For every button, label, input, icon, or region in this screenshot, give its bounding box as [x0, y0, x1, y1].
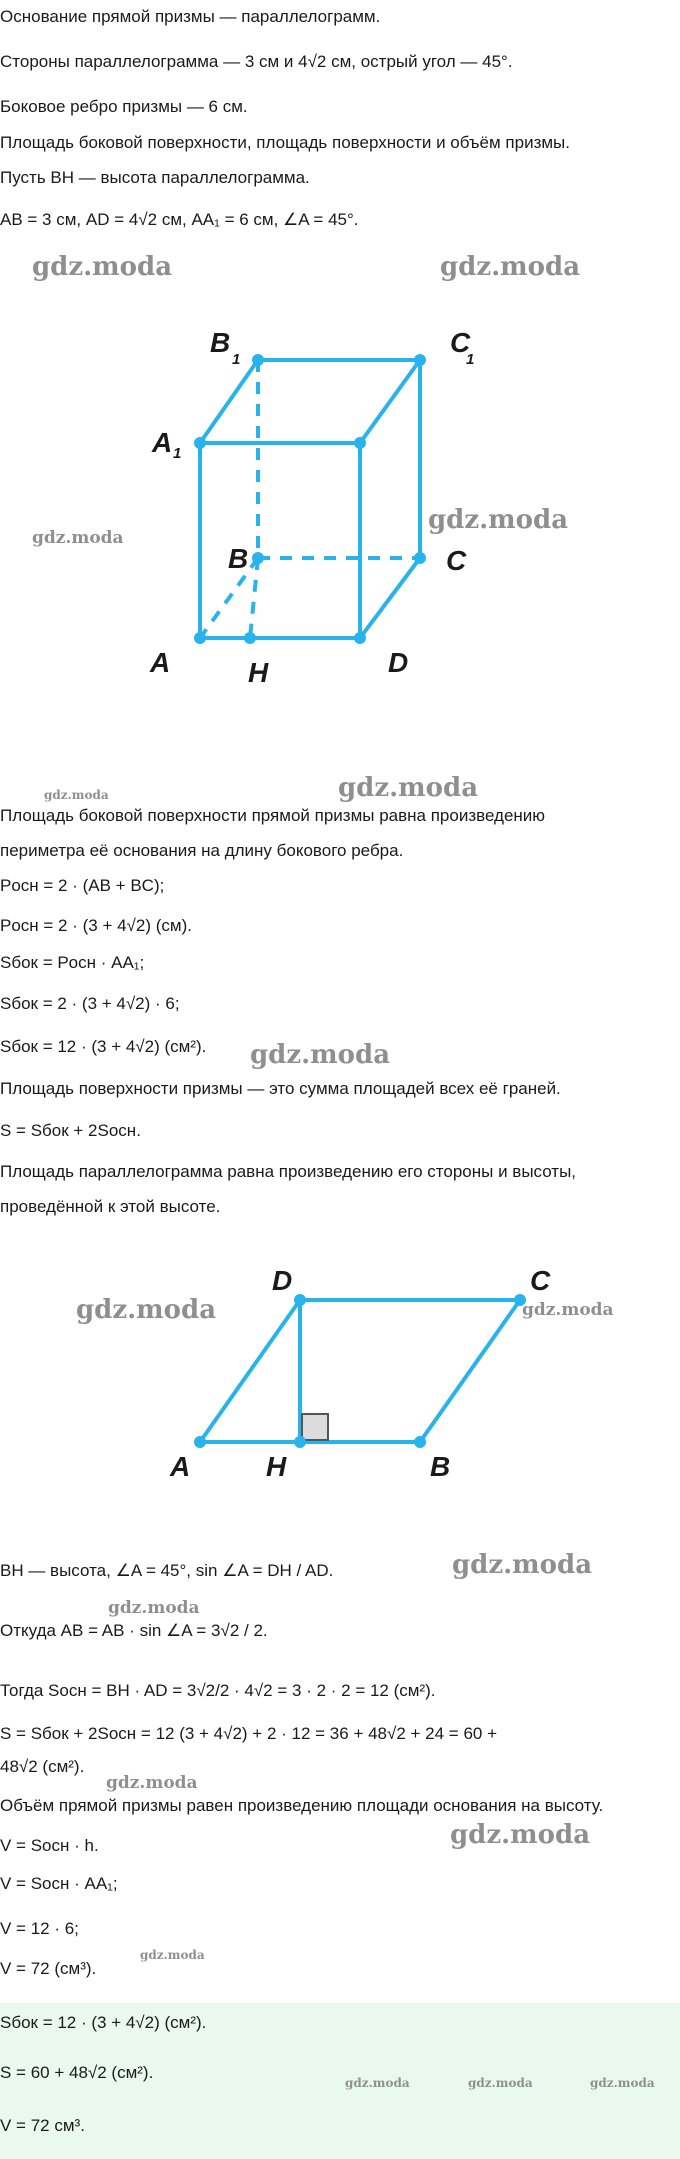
- label-d: D: [388, 647, 409, 678]
- text-line: S = Sбок + 2Sосн = 12 (3 + 4√2) + 2 · 12 = 36 + 48√2 + 24 = 60 +: [0, 1724, 498, 1743]
- answer-line: S = 60 + 48√2 (см²).: [0, 2063, 154, 2082]
- text-line: Пусть BH — высота параллелограмма.: [0, 168, 310, 187]
- label-c1-sub: 1: [466, 351, 475, 368]
- text-line: Площадь боковой поверхности прямой призмы равна произведению: [0, 806, 546, 825]
- edge-a1b1: [200, 360, 258, 443]
- text-line: Объём прямой призмы равен произведению площади основания на высоту.: [0, 1796, 604, 1815]
- text-line: BH — высота, ∠A = 45°, sin ∠A = DH / AD.: [0, 1561, 334, 1580]
- text-line: Стороны параллелограмма — 3 см и 4√2 см, острый угол — 45°.: [0, 52, 513, 71]
- text-line: V = 12 · 6;: [0, 1919, 79, 1938]
- answer-line: Sбок = 12 · (3 + 4√2) (см²).: [0, 2013, 207, 2032]
- label-b: B: [430, 1451, 451, 1482]
- watermark: gdz.moda: [440, 252, 581, 282]
- label-b1-sub: 1: [232, 351, 241, 368]
- right-angle-mark: [302, 1414, 328, 1440]
- label-h: H: [248, 657, 269, 688]
- text-line: Площадь параллелограмма равна произведению его стороны и высоты,: [0, 1162, 577, 1181]
- text-line: Тогда Sосн = BH · AD = 3√2/2 · 4√2 = 3 · 2 · 2 = 12 (см²).: [0, 1681, 436, 1700]
- text-line: Sбок = 12 · (3 + 4√2) (см²).: [0, 1037, 207, 1056]
- label-d: D: [272, 1265, 293, 1296]
- watermark: gdz.moda: [590, 2076, 655, 2090]
- watermark: gdz.moda: [140, 1948, 205, 1962]
- side-cb: [420, 1300, 520, 1442]
- watermark: gdz.moda: [345, 2076, 410, 2090]
- label-b1: B: [210, 327, 231, 358]
- label-a1-sub: 1: [173, 445, 182, 462]
- text-line: Площадь боковой поверхности, площадь поверхности и объём призмы.: [0, 133, 570, 152]
- edge-c1d1: [360, 360, 420, 443]
- text-line: Откуда AB = AB · sin ∠A = 3√2 / 2.: [0, 1621, 268, 1640]
- text-line: V = 72 (см³).: [0, 1959, 97, 1978]
- watermark: gdz.moda: [32, 528, 124, 548]
- text-line: Основание прямой призмы — параллелограмм.: [0, 7, 381, 26]
- watermark: gdz.moda: [44, 788, 109, 802]
- text-line: S = Sбок + 2Sосн.: [0, 1121, 141, 1140]
- label-b: B: [228, 543, 249, 574]
- text-line: периметра её основания на длину бокового ребра.: [0, 841, 404, 860]
- watermark: gdz.moda: [32, 252, 173, 282]
- watermark: gdz.moda: [76, 1295, 217, 1325]
- answer-line: V = 72 см³.: [0, 2116, 85, 2135]
- text-line: V = Sосн · AA₁;: [0, 1874, 118, 1893]
- label-a1: A: [152, 427, 173, 458]
- watermark: gdz.moda: [250, 1040, 391, 1070]
- parallelogram-diagram: [0, 1250, 680, 1510]
- text-line: AB = 3 см, AD = 4√2 см, AA₁ = 6 см, ∠A = 45°.: [0, 210, 359, 229]
- text-line: Sбок = Pосн · AA₁;: [0, 953, 145, 972]
- watermark: gdz.moda: [338, 773, 479, 803]
- watermark: gdz.moda: [468, 2076, 533, 2090]
- text-line: проведённой к этой высоте.: [0, 1197, 221, 1216]
- text-line: Sбок = 2 · (3 + 4√2) · 6;: [0, 994, 180, 1013]
- label-c1: C: [450, 327, 471, 358]
- watermark: gdz.moda: [108, 1598, 200, 1618]
- answer-block: [0, 2003, 680, 2159]
- edge-cd: [360, 558, 420, 638]
- text-line: V = Sосн · h.: [0, 1836, 99, 1855]
- text-line: Pосн = 2 · (3 + 4√2) (см).: [0, 916, 192, 935]
- edge-bh-hidden: [250, 558, 258, 638]
- label-a: A: [150, 647, 171, 678]
- label-h: H: [266, 1451, 287, 1482]
- text-line: Боковое ребро призмы — 6 см.: [0, 97, 248, 116]
- text-line: 48√2 (см²).: [0, 1757, 85, 1776]
- label-a: A: [170, 1451, 191, 1482]
- watermark: gdz.moda: [522, 1300, 614, 1320]
- text-line: Площадь поверхности призмы — это сумма площадей всех её граней.: [0, 1079, 561, 1098]
- label-c: C: [530, 1265, 551, 1296]
- watermark: gdz.moda: [450, 1820, 591, 1850]
- watermark: gdz.moda: [106, 1773, 198, 1793]
- watermark: gdz.moda: [428, 505, 569, 535]
- watermark: gdz.moda: [452, 1550, 593, 1580]
- text-line: Pосн = 2 · (AB + BC);: [0, 876, 165, 895]
- label-c: C: [446, 545, 467, 576]
- prism-diagram: [0, 300, 680, 690]
